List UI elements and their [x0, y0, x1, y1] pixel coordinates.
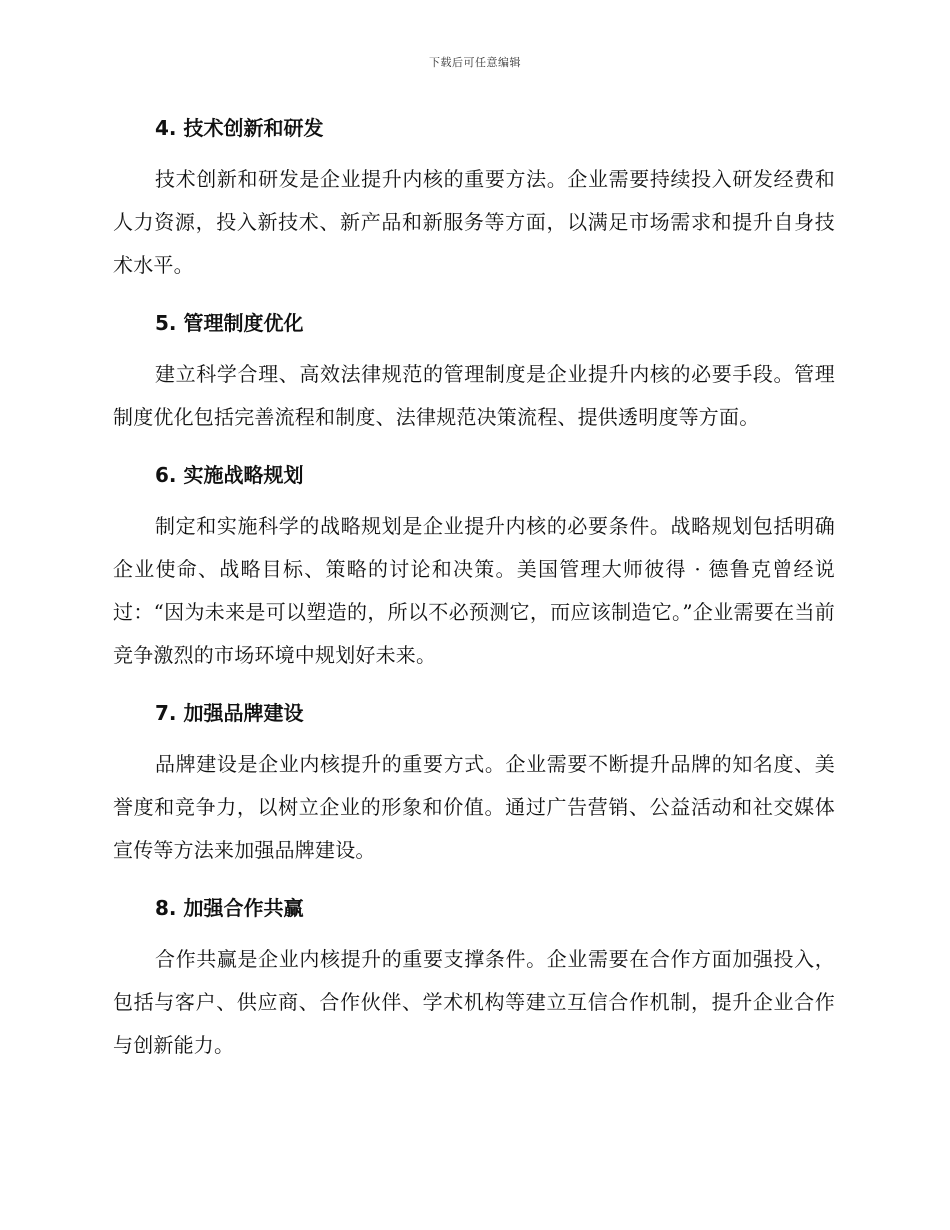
- section-management-optimization: [113, 303, 835, 439]
- section-paragraph: 建立科学合理、高效法律规范的管理制度是企业提升内核的必要手段。管理制度优化包括完善流程和制度、法律规范决策流程、提供透明度等方面。: [113, 362, 835, 429]
- section-paragraph: 品牌建设是企业内核提升的重要方式。企业需要不断提升品牌的知名度、美誉度和竞争力，以树立企业的形象和价值。通过广告营销、公益活动和社交媒体宣传等方法来加强品牌建设。: [113, 752, 835, 862]
- document-body: [113, 108, 835, 1083]
- section-tech-innovation: [113, 108, 835, 287]
- section-paragraph: 技术创新和研发是企业提升内核的重要方法。企业需要持续投入研发经费和人力资源，投入新技术、新产品和新服务等方面，以满足市场需求和提升自身技术水平。: [113, 167, 835, 277]
- section-heading: 7. 加强品牌建设: [155, 701, 304, 725]
- section-strategic-planning: [113, 455, 835, 677]
- section-heading: 4. 技术创新和研发: [155, 116, 324, 140]
- section-heading: 5. 管理制度优化: [155, 311, 304, 335]
- section-heading: 8. 加强合作共赢: [155, 896, 304, 920]
- section-cooperation: [113, 888, 835, 1067]
- section-brand-building: [113, 693, 835, 872]
- section-paragraph: 制定和实施科学的战略规划是企业提升内核的必要条件。战略规划包括明确企业使命、战略目标、策略的讨论和决策。美国管理大师彼得 · 德鲁克曾经说过：“因为未来是可以塑造的，所以不必预测它，而应该制造它。”企业需要在当前竞争激烈的市场环境中规划好未来。: [113, 514, 835, 667]
- section-paragraph: 合作共赢是企业内核提升的重要支撑条件。企业需要在合作方面加强投入，包括与客户、供应商、合作伙伴、学术机构等建立互信合作机制，提升企业合作与创新能力。: [113, 947, 835, 1057]
- page-header-note: 下载后可任意编辑: [429, 56, 521, 69]
- section-heading: 6. 实施战略规划: [155, 463, 304, 487]
